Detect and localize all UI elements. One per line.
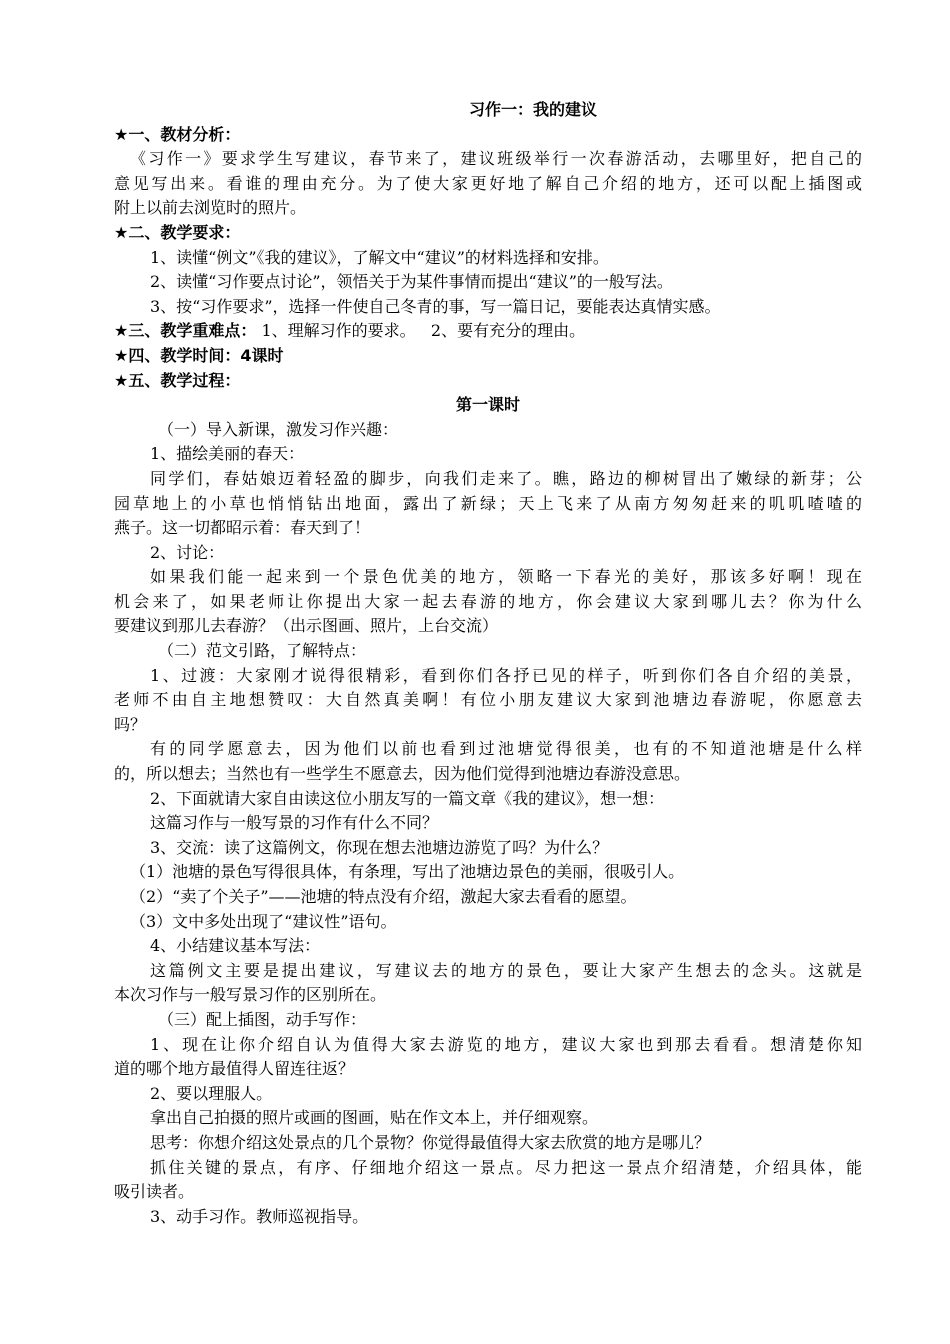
list-item: 3、按“习作要求”，选择一件使自己冬青的事，写一篇日记，要能表达真情实感。 [150,296,721,316]
paragraph-line: 1、过渡：大家刚才说得很精彩，看到你们各抒已见的样子，听到你们各自介绍的美景， [150,665,862,685]
paragraph-line: 抓住关键的景点，有序、仔细地介绍这一景点。尽力把这一景点介绍清楚，介绍具体，能 [150,1157,862,1177]
section-key-points [114,319,862,344]
subsection-heading: （二）范文引路，了解特点： [158,641,367,661]
paragraph-line: 这篇习作与一般写景的习作有什么不同？ [150,813,439,833]
subsection-heading: （一）导入新课，激发习作兴趣： [158,419,399,439]
paragraph-line: 机会来了，如果老师让你提出大家一起去春游的地方，你会建议大家到哪儿去？你为什么 [114,591,862,611]
answer-item: （3）文中多处出现了“建议性”语句。 [130,911,397,931]
paragraph-line: 附上以前去浏览时的照片。 [114,198,307,218]
paragraph-line: 吗？ [114,714,147,734]
paragraph-line: 意见写出来。看谁的理由充分。为了使大家更好地了解自己介绍的地方，还可以配上插图或 [114,173,862,193]
step-line: 2、讨论： [150,542,225,562]
key-points-text: 1、理解习作的要求。 2、要有充分的理由。 [261,321,586,341]
paragraph-line: 园草地上的小草也悄悄钻出地面，露出了新绿；天上飞来了从南方匆匆赶来的叽叽喳喳的 [114,493,862,513]
paragraph-line: 吸引读者。 [114,1182,195,1202]
paragraph-line: 燕子。这一切都昭示着：春天到了！ [114,518,371,538]
paragraph-line: 拿出自己拍摄的照片或画的图画，贴在作文本上，并仔细观察。 [150,1108,599,1128]
paragraph-line: 要建议到那儿去春游？（出示图画、照片，上台交流） [114,616,499,636]
subsection-heading: （三）配上插图，动手写作： [158,1009,367,1029]
step-line: 3、动手习作。教师巡视指导。 [150,1206,369,1226]
step-line: 3、交流：读了这篇例文，你现在想去池塘边游览了吗？为什么？ [150,837,609,857]
step-line: 1、描绘美丽的春天： [150,444,305,464]
section-heading-process: ★五、教学过程： [114,370,241,390]
section-heading-analysis: ★一、教材分析： [114,124,241,144]
section-heading-time: ★四、教学时间：4课时 [114,345,284,365]
paragraph-line: 如果我们能一起来到一个景色优美的地方，领略一下春光的美好，那该多好啊！现在 [150,567,862,587]
document-title: 习作一：我的建议 [468,100,597,119]
answer-item: （1）池塘的景色写得很具体，有条理，写出了池塘边景色的美丽，很吸引人。 [130,862,685,882]
step-line: 2、下面就请大家自由读这位小朋友写的一篇文章《我的建议》，想一想： [150,788,665,808]
section-heading-key-points: ★三、教学重难点： [114,321,257,341]
paragraph-line: 思考：你想介绍这处景点的几个景物？你觉得最值得大家去欣赏的地方是哪儿？ [150,1132,711,1152]
step-line: 2、要以理服人。 [150,1083,273,1103]
section-heading-requirements: ★二、教学要求： [114,222,241,242]
list-item: 2、读懂“习作要点讨论”，领悟关于为某件事情而提出“建议”的一般写法。 [150,272,673,292]
answer-item: （2）“卖了个关子”——池塘的特点没有介绍，激起大家去看看的愿望。 [130,887,637,906]
paragraph-line: 老师不由自主地想赞叹：大自然真美啊！有位小朋友建议大家到池塘边春游呢，你愿意去 [114,690,862,710]
paragraph-line: 这篇例文主要是提出建议，写建议去的地方的景色，要让大家产生想去的念头。这就是 [150,960,862,980]
lesson-title: 第一课时 [455,395,520,415]
paragraph-line: 《习作一》要求学生写建议，春节来了，建议班级举行一次春游活动，去哪里好，把自己的 [130,149,862,169]
paragraph-line: 的，所以想去；当然也有一些学生不愿意去，因为他们觉得到池塘边春游没意思。 [114,764,691,784]
paragraph-line: 本次习作与一般写景习作的区别所在。 [114,985,387,1005]
list-item: 1、读懂“例文”《我的建议》，了解文中“建议”的材料选择和安排。 [150,247,609,267]
paragraph-line: 有的同学愿意去，因为他们以前也看到过池塘觉得很美，也有的不知道池塘是什么样 [150,739,862,759]
paragraph-line: 道的哪个地方最值得人留连往返？ [114,1059,355,1079]
paragraph-line: 同学们，春姑娘迈着轻盈的脚步，向我们走来了。瞧，路边的柳树冒出了嫩绿的新芽；公 [150,468,862,488]
paragraph-line: 1、现在让你介绍自认为值得大家去游览的地方，建议大家也到那去看看。想清楚你知 [150,1034,862,1054]
step-line: 4、小结建议基本写法： [150,936,321,956]
